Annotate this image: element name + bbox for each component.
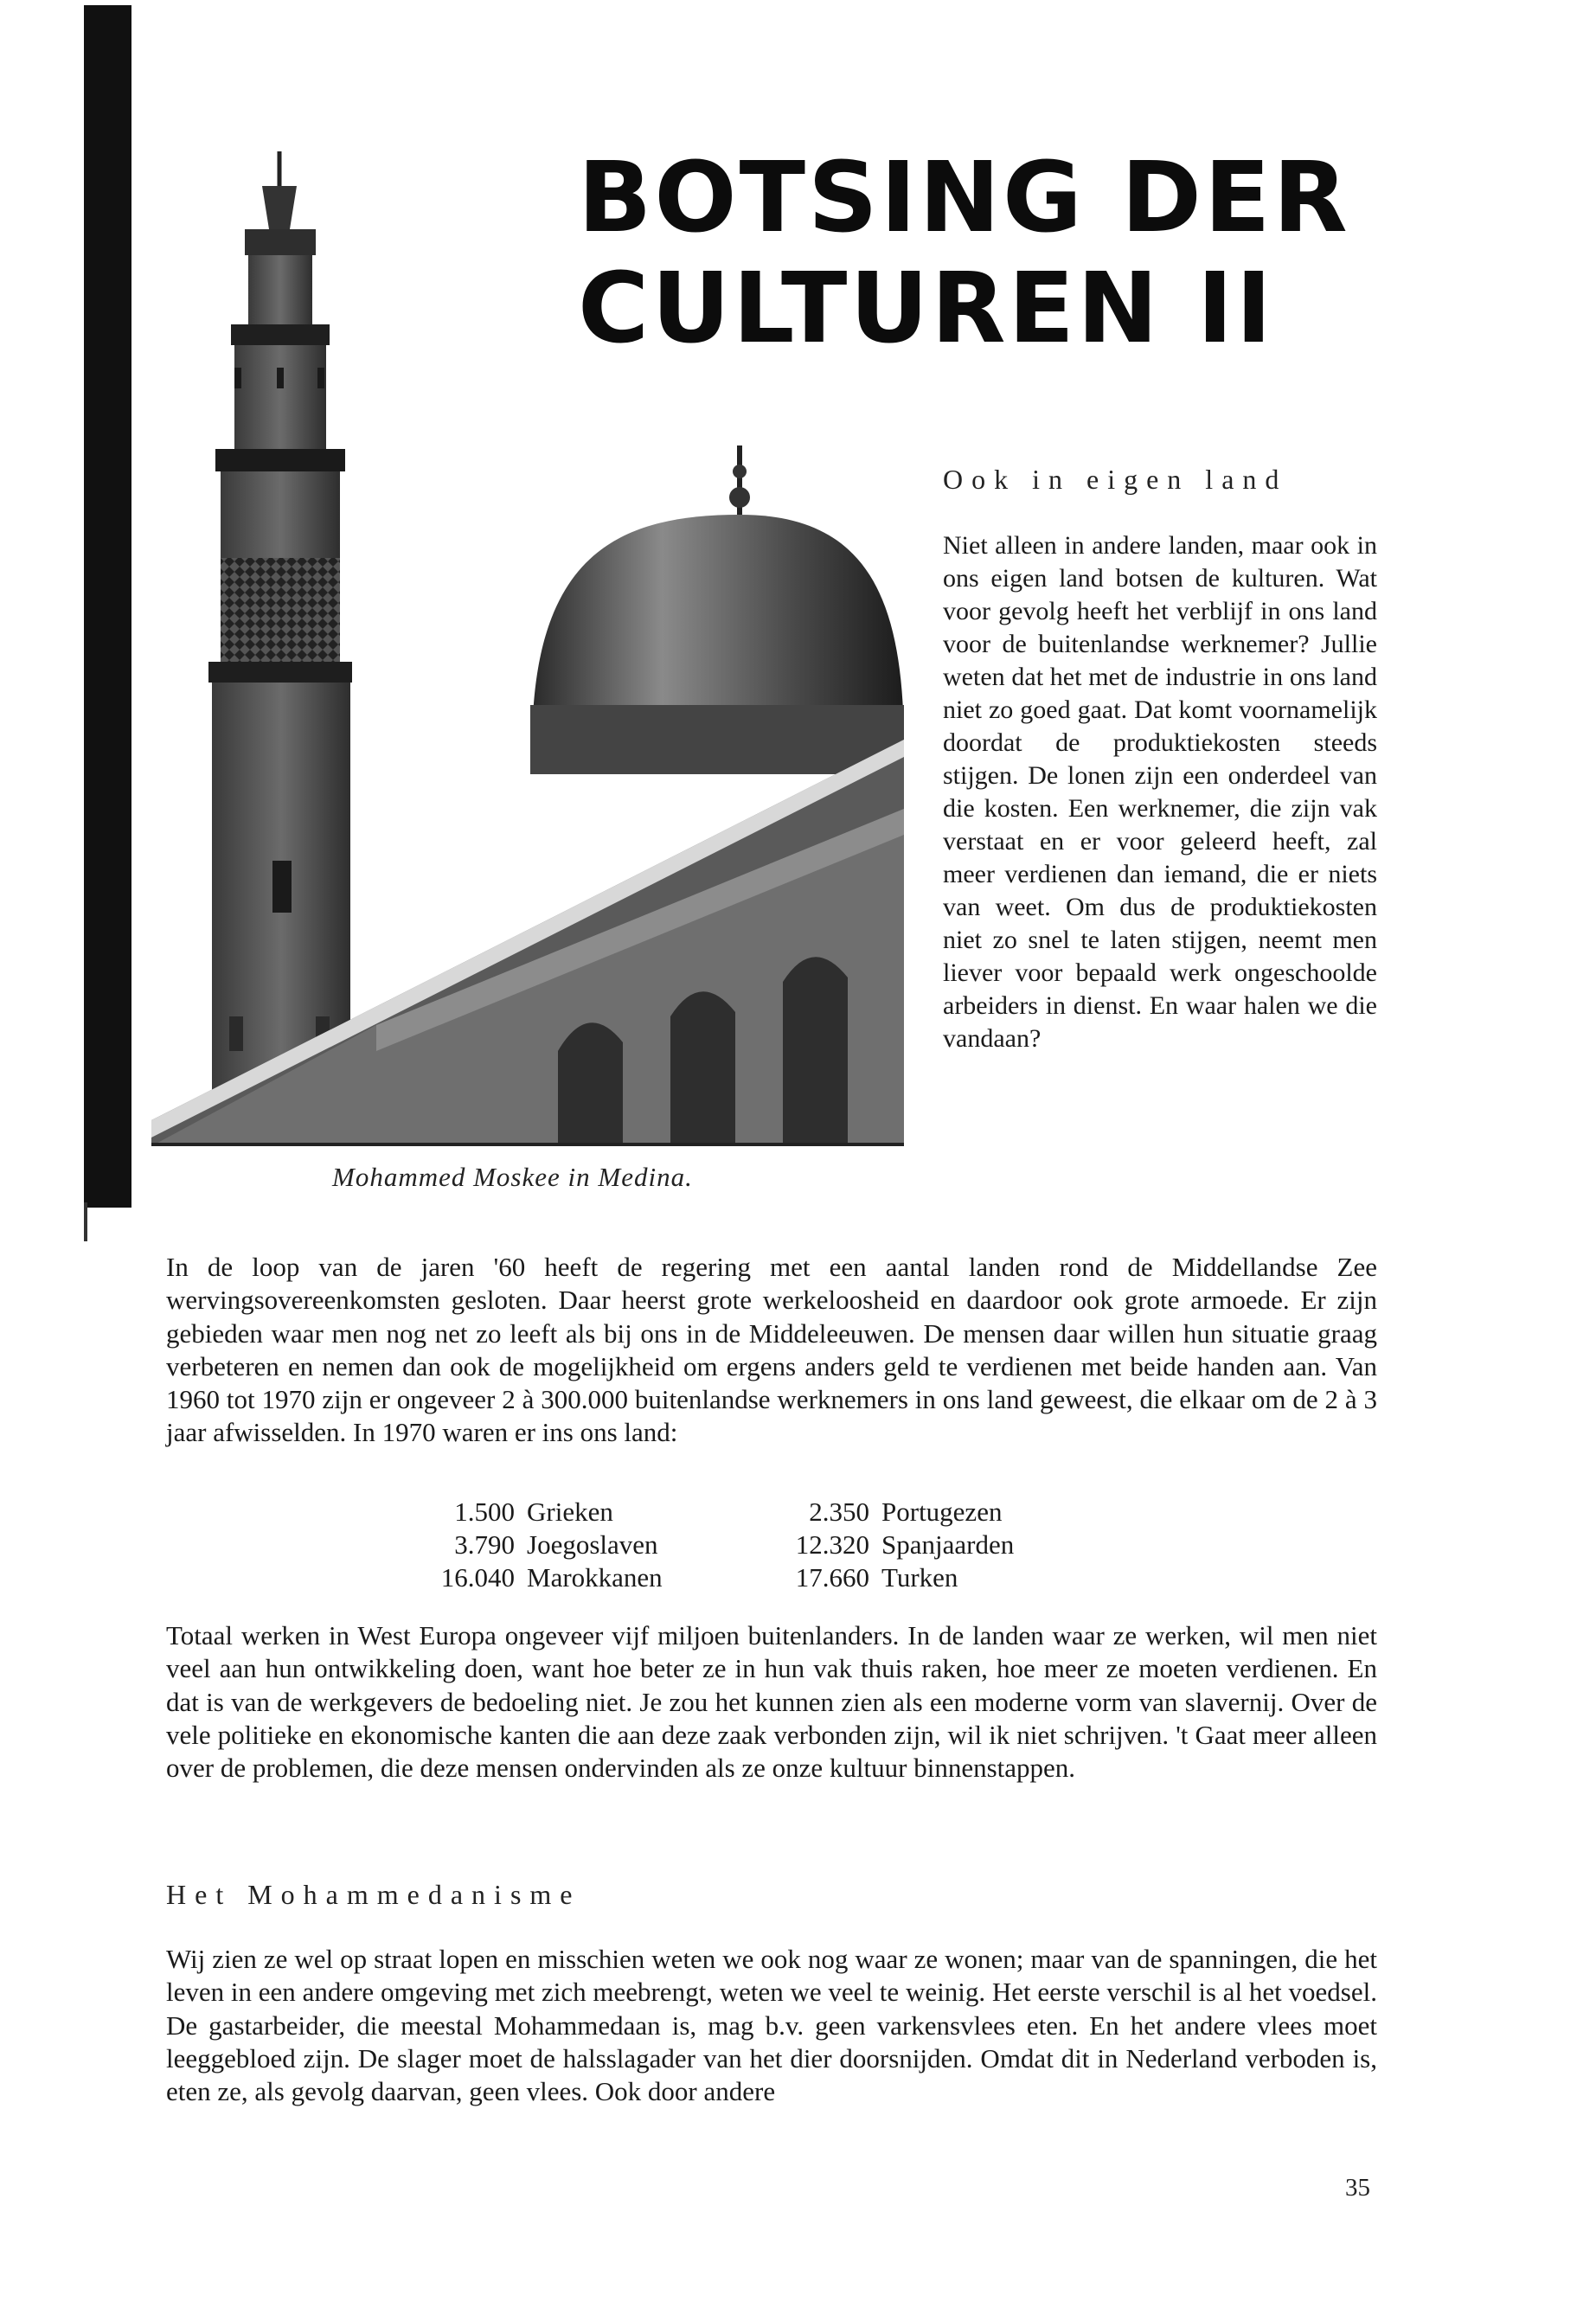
statistics-left-column [381,1496,663,1594]
stat-group: Joegoslaven [527,1529,658,1560]
dome-drum [530,705,904,774]
stat-count: 12.320 [795,1529,869,1560]
page-number: 35 [1345,2174,1370,2202]
binding-edge-tail [84,1202,87,1241]
stat-group: Spanjaarden [881,1529,1015,1560]
stat-count: 16.040 [440,1562,515,1593]
binding-edge [84,5,131,1208]
paragraph-wervingsovereenkomsten: In de loop van de jaren '60 heeft de regering met een aantal landen rond de Middellandse Zee wervingsovereenkomsten gesloten. Daar heerst grote werkeloosheid en daardoor ook grote armoede. Er zijn gebieden waar men nog net zo leeft als bij ons in de Middeleeuwen. De mensen daar willen hun situatie graag verbeteren en nemen dan ook de mogelijkheid om ergens anders geld te verdienen met beide handen aan. Van 1960 tot 1970 zijn er ongeveer 2 à 300.000 buitenlandse werknemers in ons land geweest, die elkaar om de 2 à 3 jaar afwisselden. In 1970 waren er ins ons land: [166,1252,1377,1448]
title-line-2: CULTUREN II [578,253,1275,365]
stat-row [381,1496,663,1529]
stat-group: Portugezen [881,1497,1003,1527]
paragraph-mohammedanisme: Wij zien ze wel op straat lopen en misschien weten we ook nog waar ze wonen; maar van de spanningen, die het leven in een andere omgeving met zich meebrengt, weten we veel te weinig. Het eerste verschil is al het voedsel. De gastarbeider, die meestal Mohammedaan is, mag b.v. geen varkensvlees eten. En het andere vlees moet leeggebloed zijn. De slager moet de halsslagader van het dier doorsnijden. Omdat dit in Nederland verboden is, eten ze, als gevolg daarvan, geen vlees. Ook door andere [166,1944,1377,2107]
stat-count: 2.350 [809,1497,869,1527]
statistics-right-column [735,1496,1014,1594]
stat-row [381,1561,663,1594]
stat-group: Marokkanen [527,1562,663,1593]
stat-group: Turken [881,1562,958,1593]
stat-row [381,1529,663,1561]
stat-row [735,1561,1014,1594]
stat-row [735,1529,1014,1561]
stat-count: 3.790 [454,1529,515,1560]
stat-count: 17.660 [795,1562,869,1593]
section-heading-eigen-land: Ook in eigen land [943,464,1288,495]
column-paragraph: Niet alleen in andere landen, maar ook in ons eigen land botsen de kulturen. Wat voor gevolg heeft het verblijf in ons land voor de buitenlandse werknemer? Jullie weten dat het met de industrie in ons land niet zo goed gaat. Dat komt voornamelijk doordat de produktiekosten steeds stijgen. De lonen zijn een onderdeel van die kosten. Een werknemer, die zijn vak verstaat en er voor geleerd heeft, zal meer verdienen dan iemand, die er niets van weet. Om dus de produktiekosten niet zo snel te laten stijgen, neemt men liever voor bepaald werk ongeschoolde arbeiders in dienst. En waar halen we die vandaan? [943,531,1377,1053]
stat-group: Grieken [527,1497,613,1527]
section-heading-mohammedanisme: Het Mohammedanisme [166,1879,581,1910]
paragraph-totaal: Totaal werken in West Europa ongeveer vijf miljoen buitenlanders. In de landen waar ze werken, wil men niet veel aan hun ontwikkeling doen, want hoe beter ze in hun vak thuis raken, hoe meer ze moeten verdienen. En dat is van de werkgevers de bedoeling niet. Je zou het kunnen zien als een moderne vorm van slavernij. Over de vele politieke en ekonomische kanten die aan deze zaak verbonden zijn, wil ik niet schrijven. 't Gaat meer alleen over de problemen, die deze mensen ondervinden als ze onze kultuur binnenstappen. [166,1620,1377,1784]
photo-caption: Mohammed Moskee in Medina. [332,1162,693,1192]
title-line-1: BOTSING DER [578,142,1350,254]
minaret [208,151,352,1146]
stat-row [735,1496,1014,1529]
mosque-photo [151,151,904,1146]
stat-count: 1.500 [454,1497,515,1527]
